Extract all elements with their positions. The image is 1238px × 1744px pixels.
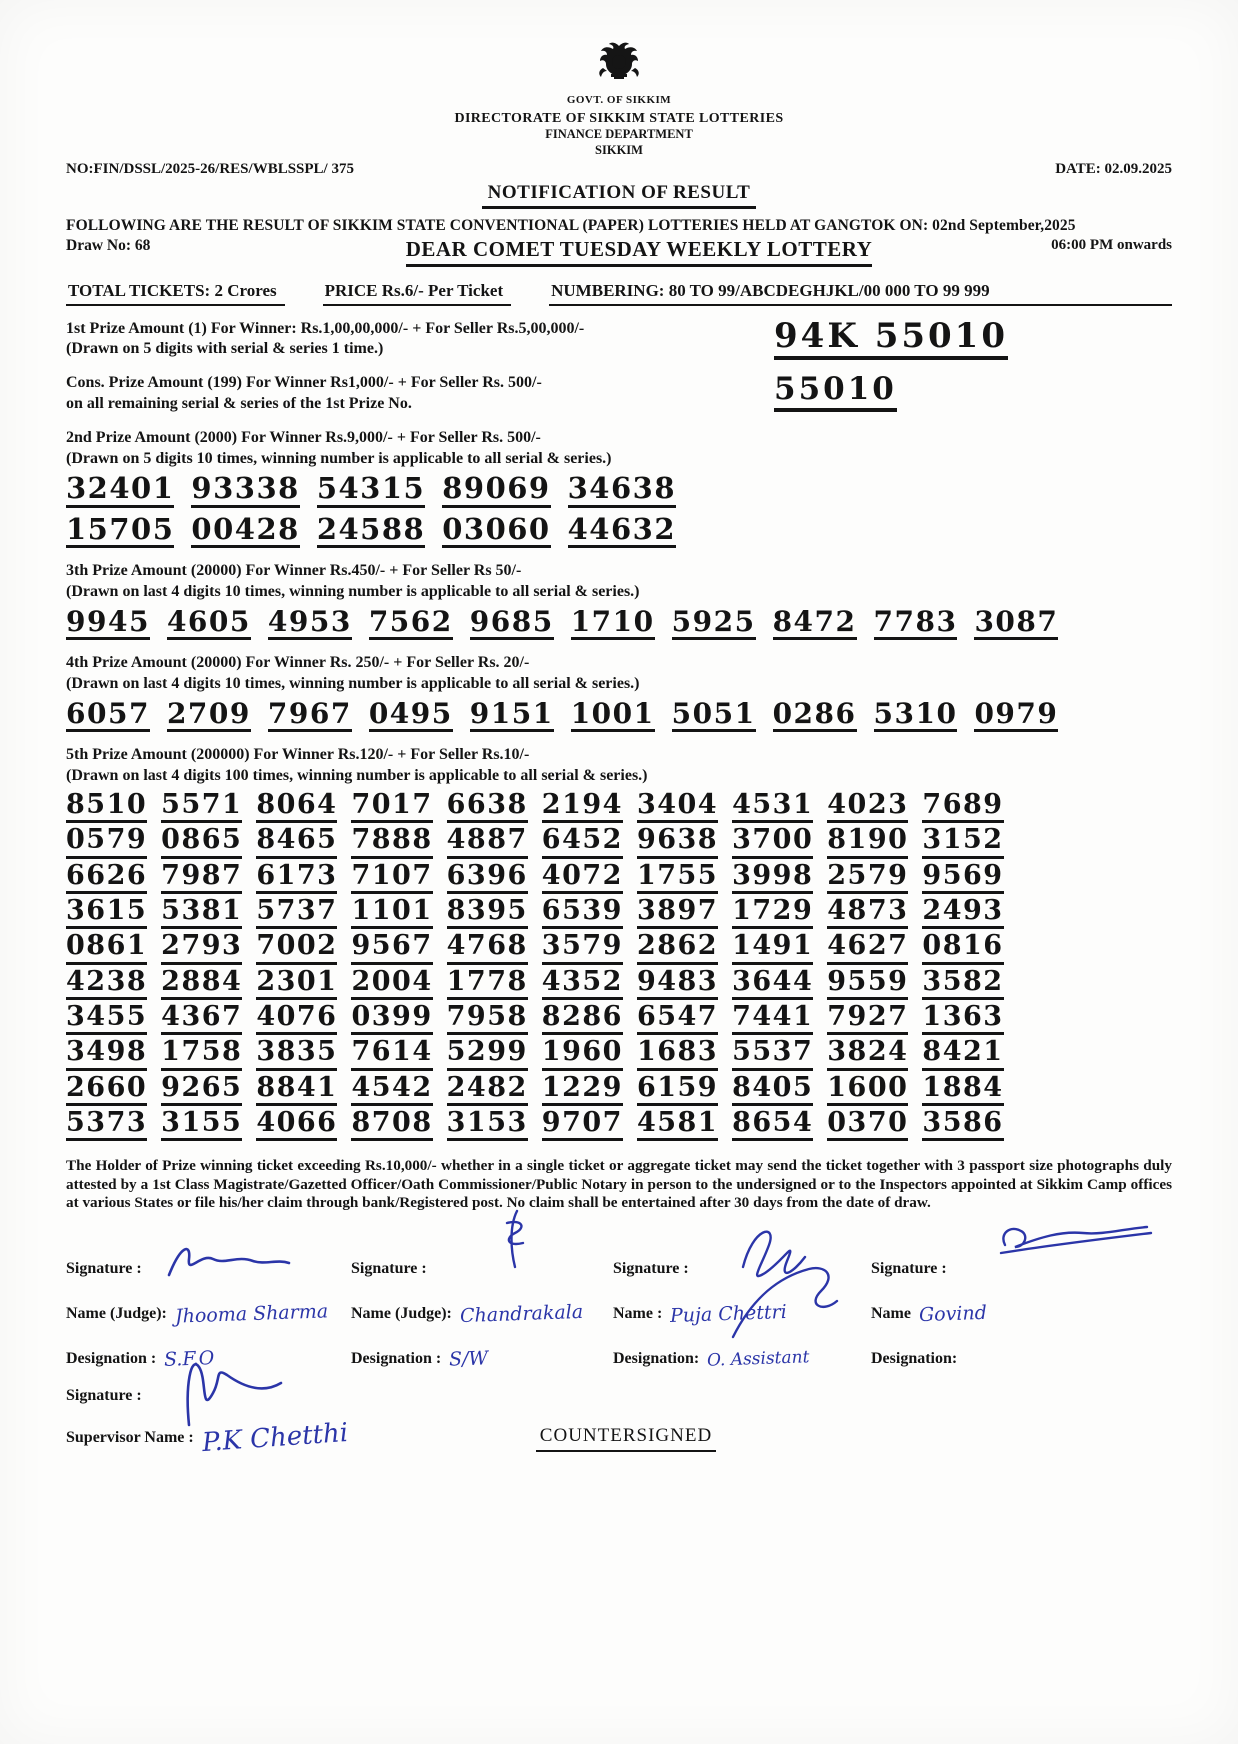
winning-number: 1710 — [571, 607, 655, 640]
signature-column-3 — [613, 1247, 871, 1382]
winning-number: 9707 — [542, 1109, 623, 1141]
winning-number: 1729 — [732, 897, 813, 929]
name-label: Name (Judge): — [66, 1305, 167, 1323]
winning-number: 3404 — [637, 791, 718, 823]
fifth-prize-block — [66, 745, 1172, 1141]
winning-number: 9559 — [827, 968, 908, 1000]
winning-number: 1960 — [542, 1038, 623, 1070]
winning-number: 6173 — [256, 862, 337, 894]
winning-number: 0495 — [369, 699, 453, 732]
winning-number: 0286 — [773, 699, 857, 732]
winning-number: 93338 — [191, 473, 299, 507]
winning-number: 6159 — [637, 1074, 718, 1106]
witness-name-handwritten: Puja Chettri — [669, 1301, 788, 1328]
winning-number: 03060 — [442, 514, 550, 548]
org-name: DIRECTORATE OF SIKKIM STATE LOTTERIES — [454, 110, 784, 126]
winning-number: 3700 — [732, 826, 813, 858]
winning-number: 2709 — [167, 699, 251, 732]
name-label: Name — [871, 1305, 911, 1323]
fifth-prize-line2: (Drawn on last 4 digits 100 times, winning number is applicable to all serial & series.) — [66, 767, 648, 785]
winning-number: 8841 — [256, 1074, 337, 1106]
govt-of-sikkim-emblem-icon — [593, 40, 645, 96]
winning-number: 7987 — [161, 862, 242, 894]
winning-number: 7107 — [351, 862, 432, 894]
winning-number: 3153 — [447, 1109, 528, 1141]
winning-number: 1101 — [351, 897, 432, 929]
winning-number: 4887 — [447, 826, 528, 858]
winning-number-row — [66, 604, 1172, 640]
winning-number: 34638 — [568, 473, 676, 507]
winning-number: 8472 — [773, 607, 857, 640]
winning-number: 44632 — [568, 514, 676, 548]
winning-number: 4953 — [268, 607, 352, 640]
draw-time: 06:00 PM onwards — [1051, 236, 1172, 253]
winning-number-row — [66, 511, 1172, 548]
designation-label: Designation : — [66, 1350, 157, 1368]
winning-number: 1600 — [827, 1074, 908, 1106]
winning-number: 3155 — [161, 1109, 242, 1141]
winning-number: 3835 — [256, 1038, 337, 1070]
winning-number: 0979 — [974, 699, 1058, 732]
winning-number: 3579 — [542, 932, 623, 964]
winning-number-row — [66, 859, 1172, 894]
winning-number: 6539 — [542, 897, 623, 929]
winning-number: 5051 — [672, 699, 756, 732]
winning-number: 3498 — [66, 1038, 147, 1070]
signature-label: Signature : — [351, 1260, 427, 1278]
winning-number: 1884 — [922, 1074, 1003, 1106]
judge2-designation-handwritten: S/W — [448, 1347, 489, 1372]
winning-number: 2482 — [447, 1074, 528, 1106]
winning-number-row — [66, 696, 1172, 732]
winning-number: 6057 — [66, 699, 150, 732]
winning-number: 4542 — [351, 1074, 432, 1106]
winning-number-row — [66, 826, 1172, 858]
winning-number: 7927 — [827, 1003, 908, 1035]
winning-number: 0865 — [161, 826, 242, 858]
winning-number: 5299 — [447, 1038, 528, 1070]
winning-number: 2493 — [922, 897, 1003, 929]
ticket-info-strip — [66, 281, 1172, 306]
judge1-designation-handwritten: S.F.O — [163, 1347, 215, 1372]
second-prize-block — [66, 428, 1172, 548]
winning-number: 00428 — [191, 514, 299, 548]
winning-number: 0579 — [66, 826, 147, 858]
winning-number: 4873 — [827, 897, 908, 929]
total-tickets: TOTAL TICKETS: 2 Crores — [66, 281, 285, 306]
winning-number: 3644 — [732, 968, 813, 1000]
winning-number: 7888 — [351, 826, 432, 858]
winning-number: 7441 — [732, 1003, 813, 1035]
winning-number: 1778 — [447, 968, 528, 1000]
second-prize-line2: (Drawn on 5 digits 10 times, winning number is applicable to all serial & series.) — [66, 449, 612, 467]
third-prize-block — [66, 561, 1172, 640]
winning-number: 8190 — [827, 826, 908, 858]
winning-number: 8465 — [256, 826, 337, 858]
judge2-name-handwritten: Chandrakala — [459, 1301, 584, 1328]
winning-number-row — [66, 788, 1172, 823]
winning-number: 0399 — [351, 1003, 432, 1035]
third-prize-line1: 3th Prize Amount (20000) For Winner Rs.450/- + For Seller Rs 50/- — [66, 562, 522, 580]
first-prize-number: 94K 55010 — [774, 319, 1008, 361]
designation-label: Designation: — [613, 1350, 700, 1368]
winning-number: 1683 — [637, 1038, 718, 1070]
winning-number: 9685 — [470, 607, 554, 640]
winning-number: 7002 — [256, 932, 337, 964]
winning-number: 2862 — [637, 932, 718, 964]
fourth-prize-line1: 4th Prize Amount (20000) For Winner Rs. 250/- + For Seller Rs. 20/- — [66, 654, 530, 672]
winning-number: 32401 — [66, 473, 174, 507]
winning-number: 8405 — [732, 1074, 813, 1106]
page-title: NOTIFICATION OF RESULT — [482, 182, 757, 209]
winning-number: 9151 — [470, 699, 554, 732]
supervisor-name-label: Supervisor Name : — [66, 1428, 194, 1446]
winning-number: 3897 — [637, 897, 718, 929]
winning-number: 1001 — [571, 699, 655, 732]
winning-number: 1491 — [732, 932, 813, 964]
winning-number: 7967 — [268, 699, 352, 732]
designation-label: Designation: — [871, 1350, 958, 1368]
winning-number-row — [66, 965, 1172, 1000]
name-label: Name (Judge): — [351, 1305, 452, 1323]
winning-number: 1363 — [922, 1003, 1003, 1035]
winning-number: 6396 — [447, 862, 528, 894]
winning-number: 4367 — [161, 1003, 242, 1035]
signature-column-1 — [66, 1247, 351, 1382]
winning-number: 1755 — [637, 862, 718, 894]
signature-area — [66, 1247, 1172, 1497]
document-date: DATE: 02.09.2025 — [1055, 160, 1172, 177]
winning-number: 4352 — [542, 968, 623, 1000]
winning-number: 1758 — [161, 1038, 242, 1070]
winning-number: 4023 — [827, 791, 908, 823]
winning-number-row — [66, 473, 1172, 507]
winning-number: 3087 — [974, 607, 1058, 640]
winning-number: 8421 — [922, 1038, 1003, 1070]
reference-line — [66, 161, 1172, 178]
winning-number: 2884 — [161, 968, 242, 1000]
winning-number: 8286 — [542, 1003, 623, 1035]
winning-number: 7614 — [351, 1038, 432, 1070]
first-prize-block — [66, 315, 1172, 361]
fourth-prize-numbers — [66, 696, 1172, 732]
winning-number: 2579 — [827, 862, 908, 894]
signature-label: Signature : — [871, 1260, 947, 1278]
winning-number: 3582 — [922, 968, 1003, 1000]
winning-number: 4768 — [447, 932, 528, 964]
winning-number: 3998 — [732, 862, 813, 894]
winning-number-row — [66, 1106, 1172, 1141]
result-intro: FOLLOWING ARE THE RESULT OF SIKKIM STATE CONVENTIONAL (PAPER) LOTTERIES HELD AT GANGTOK ON: 02nd September,2025 — [66, 216, 1076, 234]
supervisor-name-handwritten: P.K Chetthi — [200, 1417, 349, 1458]
fifth-prize-numbers — [66, 788, 1172, 1141]
winning-number: 4076 — [256, 1003, 337, 1035]
second-prize-numbers — [66, 473, 1172, 548]
winning-number: 2194 — [542, 791, 623, 823]
winning-number: 8064 — [256, 791, 337, 823]
winning-number: 9638 — [637, 826, 718, 858]
signature-label: Signature : — [66, 1386, 142, 1404]
countersigned-label: COUNTERSIGNED — [536, 1425, 716, 1452]
signature-label: Signature : — [613, 1260, 689, 1278]
supervisor-signature-block — [66, 1375, 348, 1459]
winning-number: 5925 — [672, 607, 756, 640]
claim-instructions: The Holder of Prize winning ticket exceeding Rs.10,000/- whether in a single ticket or aggregate ticket may send the ticket together with 3 passport size photographs duly attested by a 1st Class Magistrate/Gazetted Officer/Oath Commissioner/Public Notary in person to the undersigned or to the Inspectors appointed at Sikkim Camp offices at various States or file his/her claim through bank/Registered post. No claim shall be entertained after 30 days from the date of draw. — [66, 1157, 1172, 1212]
winning-number: 5381 — [161, 897, 242, 929]
winning-number: 2660 — [66, 1074, 147, 1106]
winning-number-row — [66, 894, 1172, 929]
winning-number: 0861 — [66, 932, 147, 964]
winning-number: 0816 — [922, 932, 1003, 964]
emblem-caption: GOVT. OF SIKKIM — [566, 94, 672, 106]
winning-number: 4066 — [256, 1109, 337, 1141]
witness-designation-handwritten: O. Assistant — [706, 1347, 810, 1372]
winning-number: 4238 — [66, 968, 147, 1000]
winning-number: 9483 — [637, 968, 718, 1000]
ticket-numbering: NUMBERING: 80 TO 99/ABCDEGHJKL/00 000 TO 99 999 — [549, 281, 1172, 306]
org-state: SIKKIM — [595, 142, 643, 157]
winning-number: 5310 — [874, 699, 958, 732]
winning-number: 7689 — [922, 791, 1003, 823]
signature-column-4 — [871, 1247, 1172, 1382]
winning-number-row — [66, 1000, 1172, 1035]
fifth-prize-line1: 5th Prize Amount (200000) For Winner Rs.120/- + For Seller Rs.10/- — [66, 746, 530, 764]
lottery-name-wrap — [276, 237, 1002, 267]
winning-number: 6638 — [447, 791, 528, 823]
winning-number-row — [66, 1071, 1172, 1106]
winning-number: 15705 — [66, 514, 174, 548]
winning-number: 0370 — [827, 1109, 908, 1141]
winning-number: 4531 — [732, 791, 813, 823]
winning-number: 4072 — [542, 862, 623, 894]
winning-number: 4581 — [637, 1109, 718, 1141]
winning-number: 3152 — [922, 826, 1003, 858]
winning-number: 7783 — [874, 607, 958, 640]
winning-number: 3455 — [66, 1003, 147, 1035]
org-department: FINANCE DEPARTMENT — [545, 127, 693, 142]
winning-number: 54315 — [317, 473, 425, 507]
consolation-prize-block — [66, 373, 1172, 415]
winning-number: 3824 — [827, 1038, 908, 1070]
officer-name-handwritten: Govind — [918, 1302, 988, 1327]
winning-number: 2793 — [161, 932, 242, 964]
winning-number-row — [66, 1038, 1172, 1070]
winning-number: 1229 — [542, 1074, 623, 1106]
draw-line — [66, 237, 1172, 267]
designation-label: Designation : — [351, 1350, 442, 1368]
winning-number: 4605 — [167, 607, 251, 640]
lottery-name: DEAR COMET TUESDAY WEEKLY LOTTERY — [406, 237, 873, 267]
third-prize-numbers — [66, 604, 1172, 640]
winning-number: 2301 — [256, 968, 337, 1000]
winning-number: 9945 — [66, 607, 150, 640]
reference-number: NO:FIN/DSSL/2025-26/RES/WBLSSPL/ 375 — [66, 160, 354, 177]
draw-number: Draw No: 68 — [66, 236, 151, 254]
winning-number: 8395 — [447, 897, 528, 929]
winning-number: 5373 — [66, 1109, 147, 1141]
fourth-prize-block — [66, 653, 1172, 732]
signature-label: Signature : — [66, 1260, 142, 1278]
winning-number: 6452 — [542, 826, 623, 858]
winning-number: 8510 — [66, 791, 147, 823]
cons-prize-line2: on all remaining serial & series of the 1st Prize No. — [66, 394, 412, 412]
winning-number: 6547 — [637, 1003, 718, 1035]
winning-number: 24588 — [317, 514, 425, 548]
fourth-prize-line2: (Drawn on last 4 digits 10 times, winning number is applicable to all serial & series.) — [66, 675, 640, 693]
name-label: Name : — [613, 1305, 663, 1323]
winning-number: 2004 — [351, 968, 432, 1000]
cons-prize-number: 55010 — [774, 373, 897, 412]
winning-number: 9265 — [161, 1074, 242, 1106]
winning-number: 5571 — [161, 791, 242, 823]
winning-number: 3586 — [922, 1109, 1003, 1141]
winning-number: 6626 — [66, 862, 147, 894]
third-prize-line2: (Drawn on last 4 digits 10 times, winning number is applicable to all serial & series.) — [66, 583, 640, 601]
winning-number: 3615 — [66, 897, 147, 929]
winning-number: 7958 — [447, 1003, 528, 1035]
first-prize-line2: (Drawn on 5 digits with serial & series 1 time.) — [66, 340, 384, 358]
cons-prize-line1: Cons. Prize Amount (199) For Winner Rs1,000/- + For Seller Rs. 500/- — [66, 374, 542, 392]
winning-number: 5737 — [256, 897, 337, 929]
signature-column-2 — [351, 1247, 613, 1382]
ticket-price: PRICE Rs.6/- Per Ticket — [323, 281, 512, 306]
winning-number-row — [66, 932, 1172, 964]
winning-number: 89069 — [442, 473, 550, 507]
winning-number: 8708 — [351, 1109, 432, 1141]
winning-number: 7017 — [351, 791, 432, 823]
winning-number: 9569 — [922, 862, 1003, 894]
winning-number: 9567 — [351, 932, 432, 964]
winning-number: 7562 — [369, 607, 453, 640]
winning-number: 5537 — [732, 1038, 813, 1070]
winning-number: 8654 — [732, 1109, 813, 1141]
first-prize-line1: 1st Prize Amount (1) For Winner: Rs.1,00,00,000/- + For Seller Rs.5,00,000/- — [66, 319, 585, 337]
judge1-name-handwritten: Jhooma Sharma — [174, 1300, 329, 1329]
second-prize-line1: 2nd Prize Amount (2000) For Winner Rs.9,000/- + For Seller Rs. 500/- — [66, 428, 541, 446]
winning-number: 4627 — [827, 932, 908, 964]
masthead — [66, 40, 1172, 159]
